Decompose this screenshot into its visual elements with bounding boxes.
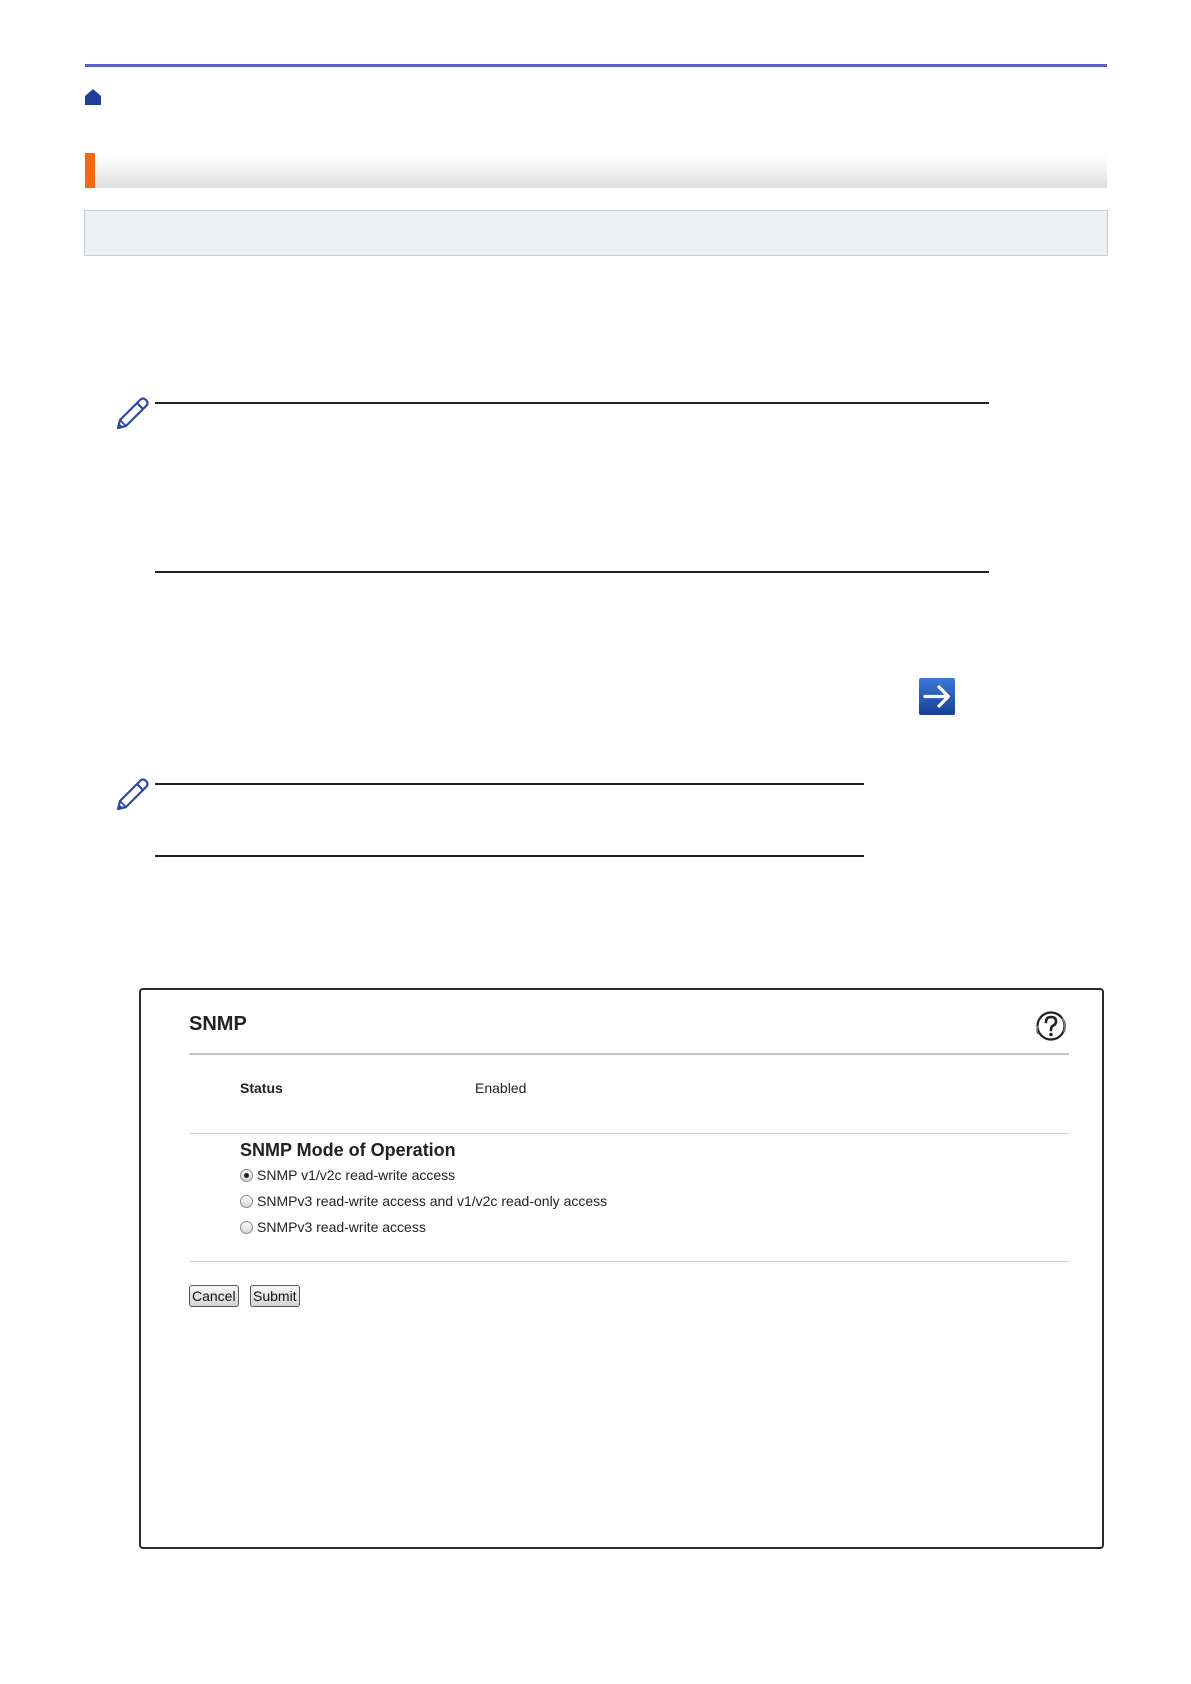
panel-title: SNMP (189, 1013, 247, 1035)
pencil-icon (112, 394, 152, 434)
panel-title-rule (189, 1053, 1069, 1055)
mode-option-v3-rw[interactable] (240, 1218, 426, 1236)
top-rule (85, 64, 1107, 67)
help-icon[interactable] (1035, 1010, 1069, 1042)
note-top-rule (155, 783, 864, 785)
mode-heading: SNMP Mode of Operation (240, 1140, 456, 1160)
radio-button[interactable] (240, 1169, 253, 1182)
mode-option-label: SNMPv3 read-write access (257, 1219, 426, 1235)
arrow-right-icon[interactable] (919, 678, 955, 715)
section-divider (189, 1133, 1069, 1134)
mode-option-v1v2c[interactable] (240, 1166, 455, 1184)
pencil-icon (112, 775, 152, 815)
note-bottom-rule (155, 855, 864, 857)
summary-box (84, 210, 1108, 256)
note-top-rule (155, 402, 989, 404)
submit-button[interactable]: Submit (250, 1285, 300, 1307)
page-title-bar (85, 153, 1107, 188)
status-value: Enabled (475, 1080, 527, 1096)
cancel-button[interactable]: Cancel (189, 1285, 239, 1307)
mode-option-v3-rw-v1v2c-ro[interactable] (240, 1192, 607, 1210)
status-label: Status (240, 1080, 283, 1096)
radio-button[interactable] (240, 1195, 253, 1208)
mode-option-label: SNMP v1/v2c read-write access (257, 1167, 456, 1183)
note-bottom-rule (155, 571, 989, 573)
mode-option-label: SNMPv3 read-write access and v1/v2c read-only access (257, 1193, 608, 1209)
home-icon[interactable] (84, 88, 102, 106)
snmp-settings-panel (139, 988, 1104, 1549)
section-divider (189, 1261, 1069, 1262)
radio-button[interactable] (240, 1221, 253, 1234)
title-accent (85, 153, 95, 188)
